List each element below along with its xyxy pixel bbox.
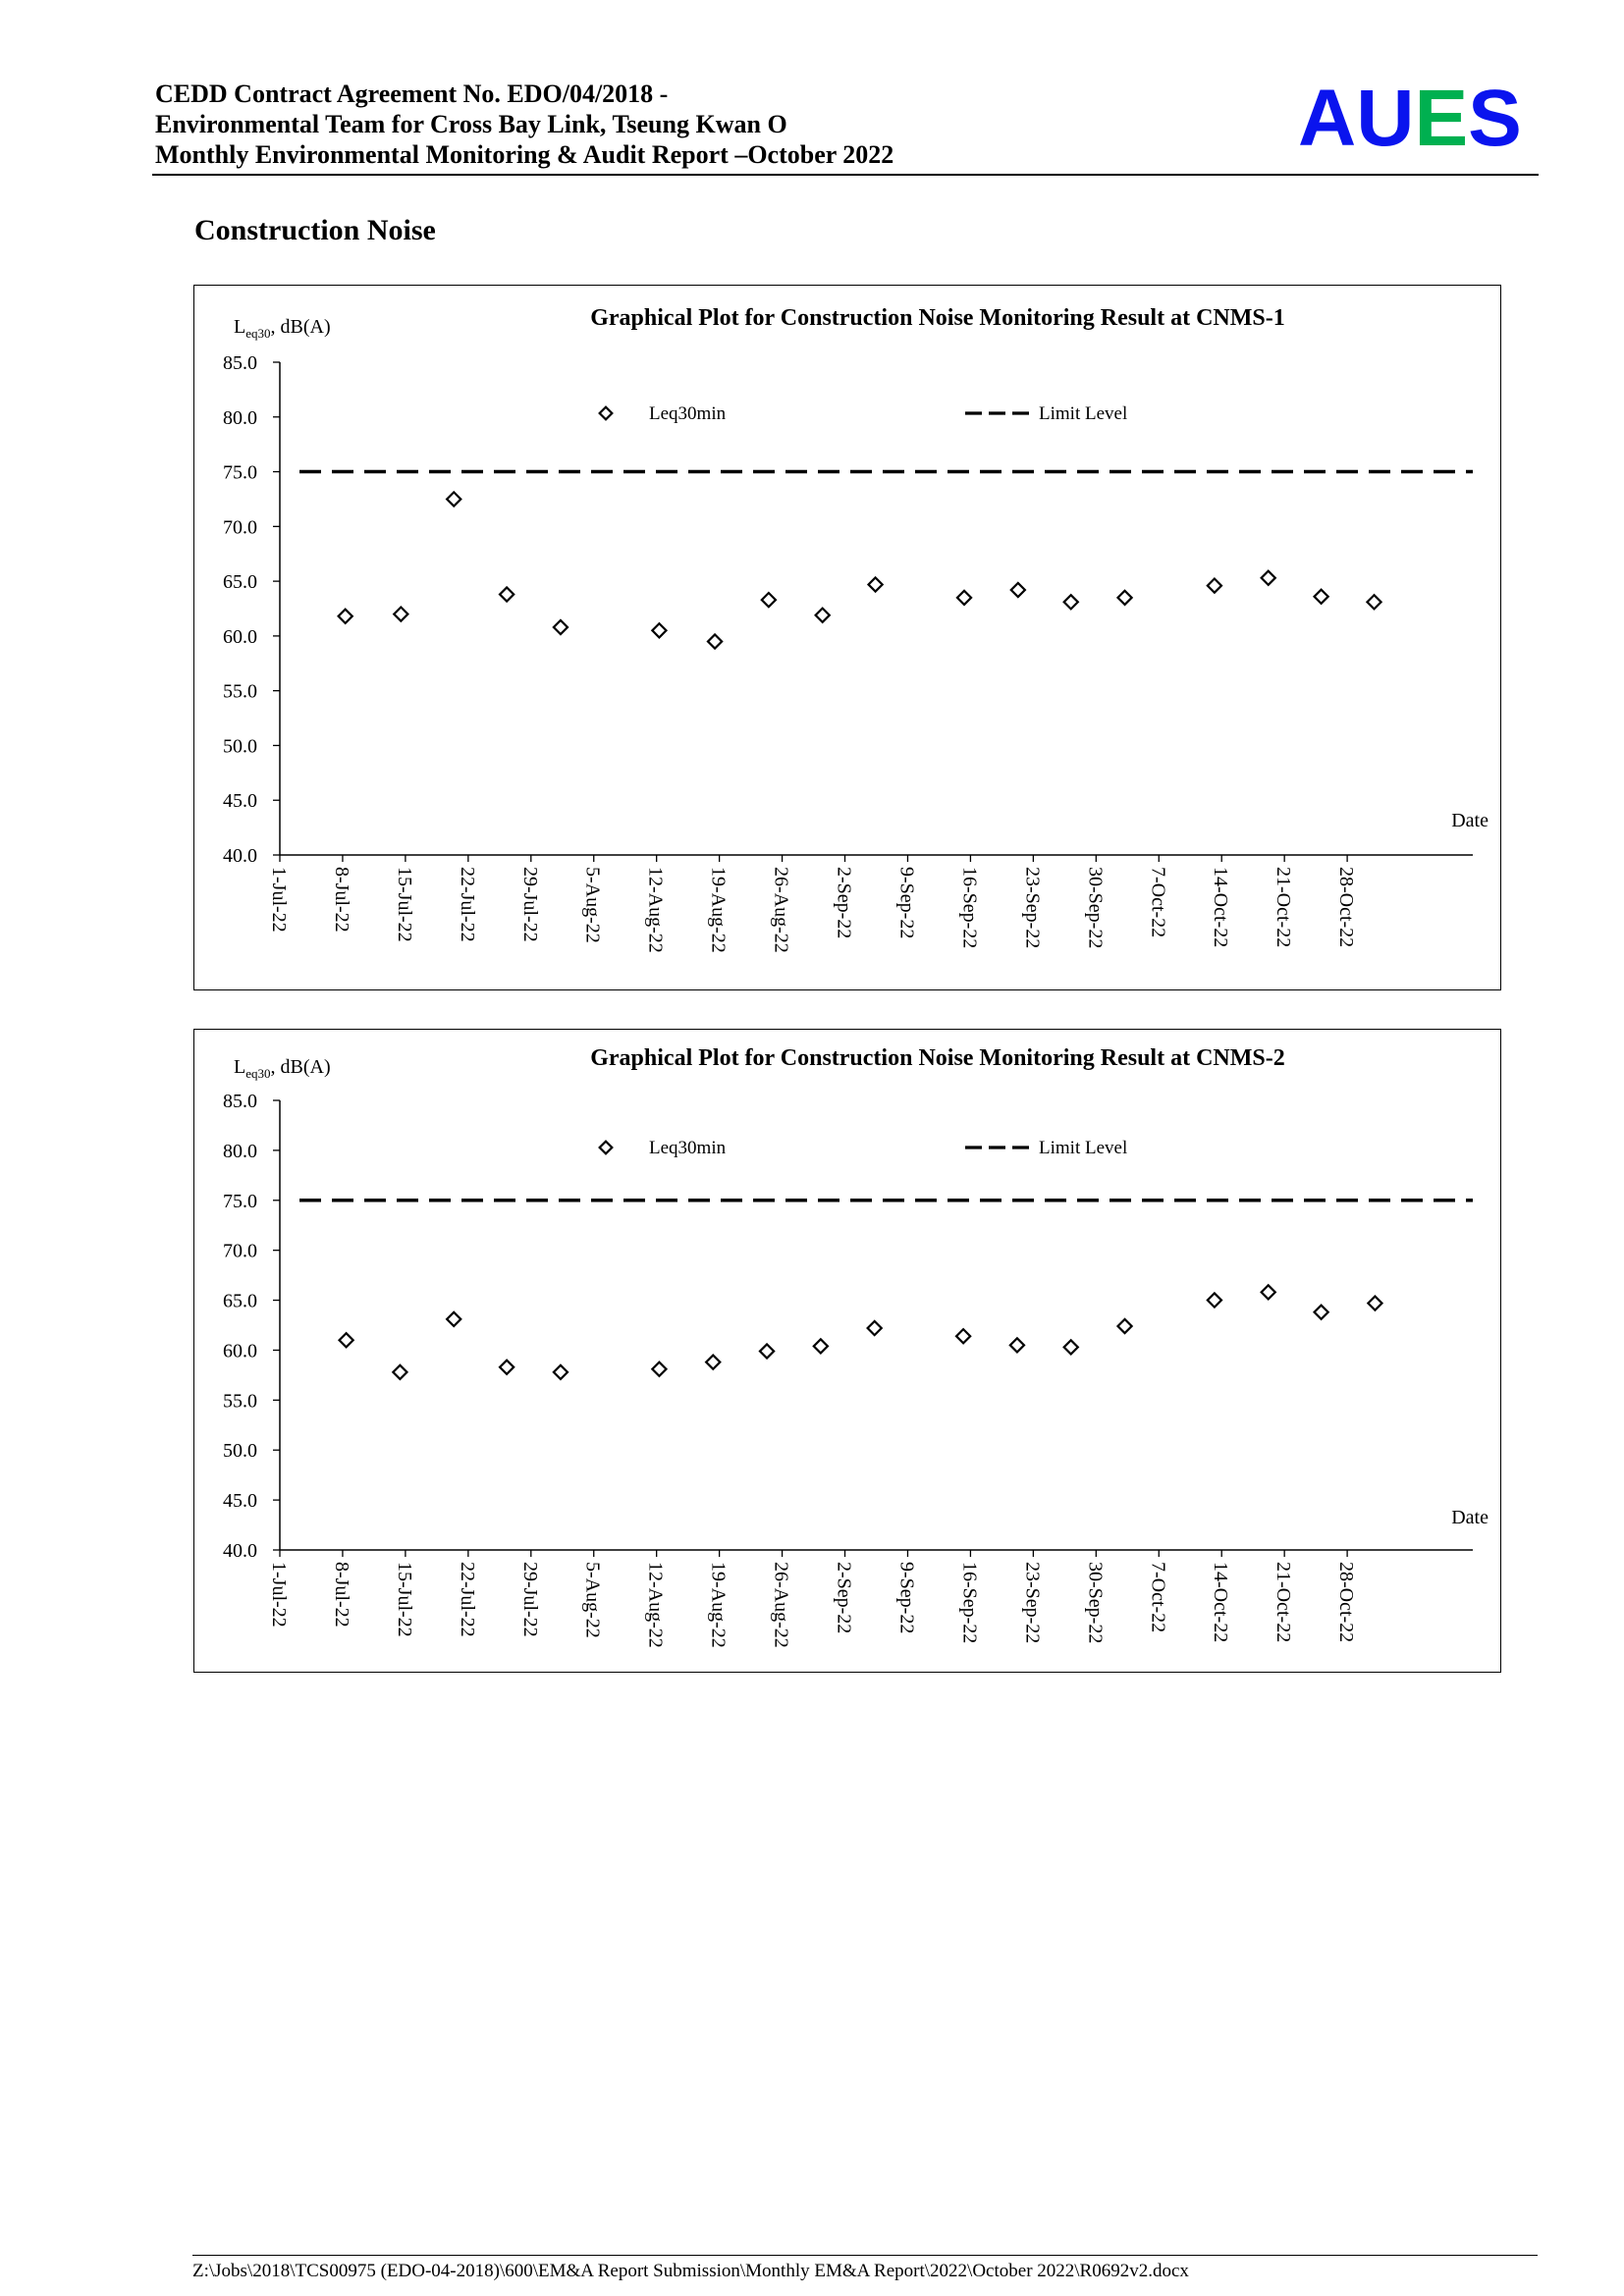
y-tick-label: 75.0 [223, 1190, 257, 1212]
logo-letter: E [1414, 74, 1469, 163]
data-point [447, 492, 460, 506]
x-tick-label: 1-Jul-22 [268, 867, 290, 933]
chart-title: Graphical Plot for Construction Noise Monitoring Result at CNMS-1 [590, 305, 1285, 331]
y-tick-label: 70.0 [223, 1240, 257, 1262]
footer-file-path: Z:\Jobs\2018\TCS00975 (EDO-04-2018)\600\EM&A Report Submission\Monthly EM&A Report\2022\October 2022\R0692v2.docx [192, 2261, 1189, 2281]
data-point [762, 593, 776, 607]
data-point [1011, 583, 1025, 597]
legend-marker [600, 407, 613, 420]
data-point [1262, 571, 1275, 585]
data-point [814, 1339, 828, 1353]
data-point [706, 1356, 720, 1369]
data-point [957, 591, 971, 605]
x-tick-label: 8-Jul-22 [330, 1562, 352, 1628]
data-point [500, 1361, 514, 1374]
x-tick-label: 19-Aug-22 [707, 1562, 730, 1648]
x-tick-label: 15-Jul-22 [393, 1562, 415, 1637]
data-point [1368, 1297, 1381, 1310]
x-tick-label: 5-Aug-22 [581, 1562, 604, 1638]
header-line-3: Monthly Environmental Monitoring & Audit Report –October 2022 [155, 140, 894, 169]
x-tick-label: 28-Oct-22 [1335, 1562, 1358, 1643]
y-tick-label: 55.0 [223, 1390, 257, 1413]
y-tick-label: 75.0 [223, 461, 257, 484]
data-point [868, 1321, 882, 1335]
data-point [1315, 590, 1328, 604]
x-tick-label: 23-Sep-22 [1021, 1562, 1044, 1644]
x-axis-label: Date [1451, 1507, 1489, 1528]
logo-letter: A [1298, 74, 1357, 163]
x-tick-label: 12-Aug-22 [644, 867, 667, 953]
data-point [1315, 1306, 1328, 1319]
y-tick-label: 85.0 [223, 352, 257, 374]
data-point [1010, 1338, 1024, 1352]
y-tick-label: 45.0 [223, 1490, 257, 1513]
legend-label-limit-level: Limit Level [1039, 1138, 1128, 1158]
y-tick-label: 60.0 [223, 625, 257, 648]
x-tick-label: 21-Oct-22 [1272, 867, 1295, 948]
data-point [447, 1312, 460, 1326]
data-point [554, 620, 568, 634]
aues-logo [1298, 74, 1522, 163]
x-tick-label: 12-Aug-22 [644, 1562, 667, 1648]
x-tick-label: 29-Jul-22 [518, 867, 541, 942]
x-tick-label: 9-Sep-22 [895, 1562, 918, 1634]
legend-marker [600, 1142, 613, 1154]
y-tick-label: 85.0 [223, 1091, 257, 1112]
header-divider [152, 174, 1539, 176]
y-tick-label: 80.0 [223, 406, 257, 429]
data-point [1262, 1285, 1275, 1299]
chart-cnms-1 [193, 285, 1501, 990]
y-tick-label: 50.0 [223, 735, 257, 758]
data-point [760, 1344, 774, 1358]
data-point [652, 623, 666, 637]
x-tick-label: 5-Aug-22 [581, 867, 604, 943]
y-tick-label: 60.0 [223, 1340, 257, 1362]
x-tick-label: 30-Sep-22 [1084, 1562, 1107, 1644]
x-tick-label: 28-Oct-22 [1335, 867, 1358, 948]
x-tick-label: 19-Aug-22 [707, 867, 730, 953]
x-tick-label: 22-Jul-22 [456, 1562, 478, 1637]
y-tick-label: 65.0 [223, 1290, 257, 1312]
logo-letter: S [1468, 74, 1522, 163]
x-tick-label: 14-Oct-22 [1210, 1562, 1232, 1643]
y-axis-label: $L_{eq30}$, dB(A) [234, 1056, 331, 1081]
data-point [1064, 595, 1078, 609]
data-point [394, 608, 407, 621]
data-point [1208, 1293, 1221, 1307]
legend-label-leq30min: Leq30min [649, 1138, 727, 1158]
chart-title: Graphical Plot for Construction Noise Monitoring Result at CNMS-2 [590, 1045, 1285, 1071]
y-tick-label: 65.0 [223, 571, 257, 594]
data-point [1064, 1340, 1078, 1354]
header-line-1: CEDD Contract Agreement No. EDO/04/2018 - [155, 80, 669, 108]
y-tick-label: 50.0 [223, 1440, 257, 1463]
x-tick-label: 9-Sep-22 [895, 867, 918, 939]
data-point [956, 1329, 970, 1343]
x-tick-label: 29-Jul-22 [518, 1562, 541, 1637]
y-tick-label: 45.0 [223, 790, 257, 813]
footer-divider [192, 2255, 1538, 2256]
data-point [1367, 595, 1380, 609]
chart-cnms-2-plot [194, 1030, 1500, 1672]
data-point [1117, 1319, 1131, 1333]
section-title: Construction Noise [194, 214, 436, 246]
legend-label-leq30min: Leq30min [649, 403, 727, 424]
data-point [393, 1365, 406, 1379]
y-axis-label: $L_{eq30}$, dB(A) [234, 316, 331, 341]
data-point [554, 1365, 568, 1379]
x-axis-label: Date [1451, 810, 1489, 831]
x-tick-label: 14-Oct-22 [1210, 867, 1232, 948]
data-point [1117, 591, 1131, 605]
y-tick-label: 70.0 [223, 516, 257, 539]
y-tick-label: 40.0 [223, 845, 257, 867]
x-tick-label: 16-Sep-22 [958, 1562, 981, 1644]
x-tick-label: 22-Jul-22 [456, 867, 478, 942]
x-tick-label: 7-Oct-22 [1147, 1562, 1169, 1633]
data-point [652, 1362, 666, 1376]
data-point [340, 1333, 353, 1347]
data-point [869, 577, 883, 591]
x-tick-label: 8-Jul-22 [330, 867, 352, 933]
y-tick-label: 40.0 [223, 1540, 257, 1562]
legend-label-limit-level: Limit Level [1039, 403, 1128, 424]
x-tick-label: 21-Oct-22 [1272, 1562, 1295, 1643]
y-tick-label: 55.0 [223, 680, 257, 703]
x-tick-label: 1-Jul-22 [268, 1562, 290, 1628]
data-point [816, 609, 830, 622]
x-tick-label: 16-Sep-22 [958, 867, 981, 949]
y-tick-label: 80.0 [223, 1140, 257, 1162]
data-point [339, 610, 352, 623]
chart-cnms-2 [193, 1029, 1501, 1673]
x-tick-label: 2-Sep-22 [833, 867, 855, 939]
chart-cnms-1-plot [194, 286, 1500, 989]
x-tick-label: 30-Sep-22 [1084, 867, 1107, 949]
x-tick-label: 26-Aug-22 [770, 867, 792, 953]
logo-letter: U [1356, 74, 1415, 163]
x-tick-label: 26-Aug-22 [770, 1562, 792, 1648]
x-tick-label: 23-Sep-22 [1021, 867, 1044, 949]
data-point [500, 587, 514, 601]
x-tick-label: 2-Sep-22 [833, 1562, 855, 1634]
data-point [1208, 579, 1221, 593]
x-tick-label: 7-Oct-22 [1147, 867, 1169, 938]
data-point [708, 634, 722, 648]
x-tick-label: 15-Jul-22 [393, 867, 415, 942]
header-line-2: Environmental Team for Cross Bay Link, Tseung Kwan O [155, 110, 787, 138]
